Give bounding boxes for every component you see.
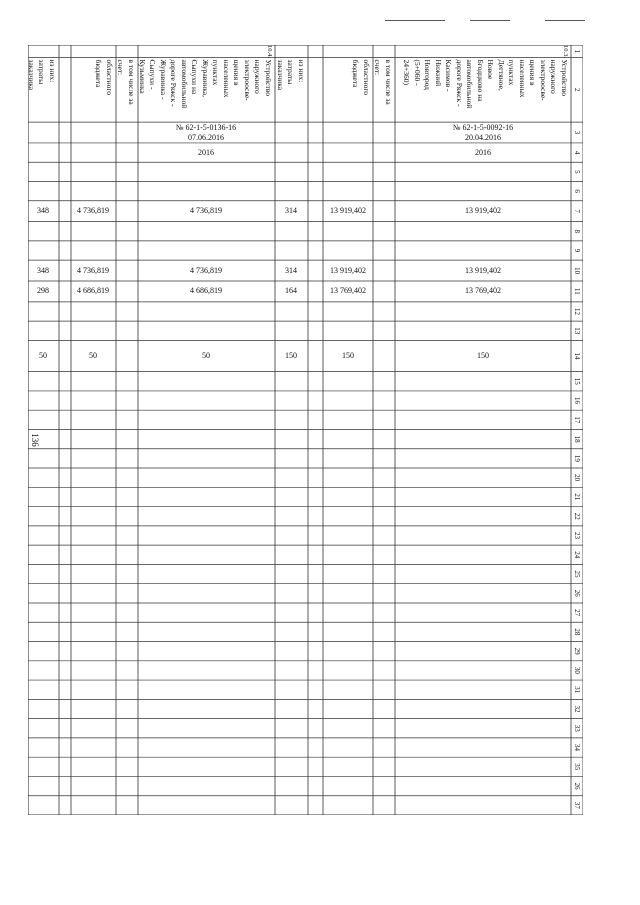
numeric-value: 314 — [285, 265, 298, 275]
numeric-value: 13 919,402 — [465, 206, 501, 216]
contract-cell — [138, 122, 275, 143]
column-header: 32 — [573, 705, 581, 713]
row-label: из них: затраты заказчика — [276, 59, 306, 91]
row-label: Устройство наружного электроосве- щения в населенных пунктах Журавинка, Сыпухи на автомобильной дороге Ряжск - Журавинка - Сыпухи - Кузьминка — [138, 59, 273, 109]
year-value: 2016 — [198, 147, 215, 157]
year-value: 2016 — [475, 147, 491, 157]
column-header: 25 — [573, 570, 581, 578]
column-header: 22 — [573, 512, 581, 520]
numeric-value: 50 — [89, 351, 98, 361]
column-header: 4 — [573, 150, 581, 155]
column-header: 29 — [573, 647, 581, 655]
numeric-value: 150 — [477, 351, 489, 361]
numeric-value: 4 736,819 — [190, 265, 223, 275]
numeric-value: 4 736,819 — [77, 265, 110, 275]
numeric-value: 4 686,819 — [77, 286, 110, 296]
column-header: 6 — [573, 189, 581, 193]
page-number: 136 — [30, 433, 40, 447]
numeric-value: 348 — [37, 206, 50, 216]
numeric-value: 13 769,402 — [330, 286, 366, 296]
row-label — [59, 58, 69, 123]
column-header: 24 — [573, 551, 581, 559]
row-number: 10.3. — [562, 45, 569, 58]
numeric-value: 50 — [39, 351, 48, 361]
column-header: 12 — [573, 307, 581, 315]
numeric-value: 13 919,402 — [465, 265, 501, 275]
column-header: 10 — [573, 267, 581, 275]
value-cell — [138, 201, 275, 222]
value-cell — [138, 281, 275, 302]
numeric-value: 13 919,402 — [330, 265, 366, 275]
value-cell — [395, 340, 571, 371]
value-cell — [28, 340, 59, 371]
row-label: Устройство наружного электроосве- щения в населенных пунктах Дегтяное, Новое Бгодцково на автомобильной дороге Ряжск - Касимов - Нижний Новгород (5+060 - 24+360) — [402, 59, 569, 109]
scan-mark — [545, 20, 585, 21]
column-header: 8 — [573, 229, 581, 233]
numeric-value: 4 686,819 — [190, 286, 223, 296]
year-cell — [395, 143, 571, 162]
column-header: 26 — [573, 589, 581, 597]
column-header: 19 — [573, 454, 581, 462]
column-header: 21 — [573, 493, 581, 501]
column-header: 5 — [573, 170, 581, 174]
row-number: 10.4. — [266, 45, 273, 58]
column-header: 27 — [573, 609, 581, 617]
numeric-value: 314 — [285, 206, 298, 216]
row-label: в том числе за счет: — [116, 59, 136, 105]
column-header: 11 — [573, 288, 581, 295]
contract-date: 07.06.2016 — [188, 132, 225, 142]
row-label — [308, 58, 321, 123]
contract-number: № 62-1-5-0136-16 — [176, 122, 237, 132]
value-cell — [275, 260, 308, 281]
row-label: областного бюджета — [94, 59, 114, 95]
column-header: 26 — [573, 782, 581, 790]
column-header: 33 — [573, 724, 581, 732]
column-header: 34 — [573, 744, 581, 752]
value-cell — [138, 340, 275, 371]
column-header: 28 — [573, 628, 581, 636]
column-header: 9 — [573, 248, 581, 253]
value-cell — [395, 281, 571, 302]
year-cell — [138, 143, 275, 162]
value-cell — [275, 340, 308, 371]
numeric-value: 150 — [342, 351, 354, 361]
value-cell — [28, 281, 59, 302]
column-header: 17 — [573, 416, 581, 424]
column-header: 3 — [573, 130, 581, 135]
column-header: 14 — [573, 352, 581, 360]
column-header: 13 — [573, 327, 581, 335]
column-header: 20 — [573, 474, 581, 482]
contract-number: № 62-1-5-0092-16 — [452, 122, 514, 132]
column-header: 18 — [573, 435, 581, 443]
value-cell — [395, 260, 571, 281]
scan-mark — [385, 20, 445, 21]
numeric-value: 298 — [37, 286, 50, 296]
column-header: 31 — [573, 686, 581, 694]
numeric-value: 164 — [285, 286, 298, 296]
row-label: в том числе за счет: — [373, 59, 393, 105]
value-cell — [28, 260, 59, 281]
column-header: 7 — [573, 209, 581, 213]
numeric-value: 4 736,819 — [77, 206, 110, 216]
contract-date: 20.04.2016 — [465, 132, 501, 142]
numeric-value: 4 736,819 — [190, 206, 223, 216]
value-cell — [395, 201, 571, 222]
numeric-value: 13 769,402 — [465, 286, 501, 296]
rotated-table — [28, 45, 583, 815]
numeric-value: 150 — [285, 351, 298, 361]
value-cell — [138, 260, 275, 281]
contract-cell — [395, 122, 571, 143]
column-header: 30 — [573, 666, 581, 674]
value-cell — [275, 201, 308, 222]
column-header: 23 — [573, 531, 581, 539]
row-label: из них: затраты заказчика — [27, 59, 57, 91]
numeric-value: 13 919,402 — [330, 206, 366, 216]
column-header: 35 — [573, 763, 581, 771]
column-header: 37 — [573, 801, 581, 809]
column-header: 1 — [573, 49, 581, 53]
numeric-value: 348 — [37, 265, 50, 275]
value-cell — [28, 201, 59, 222]
scan-mark — [470, 20, 510, 21]
value-cell — [275, 281, 308, 302]
numeric-value: 50 — [202, 351, 211, 361]
column-header: 15 — [573, 377, 581, 385]
column-header: 16 — [573, 397, 581, 405]
row-label: областного бюджета — [351, 59, 371, 95]
column-header: 2 — [573, 88, 581, 92]
